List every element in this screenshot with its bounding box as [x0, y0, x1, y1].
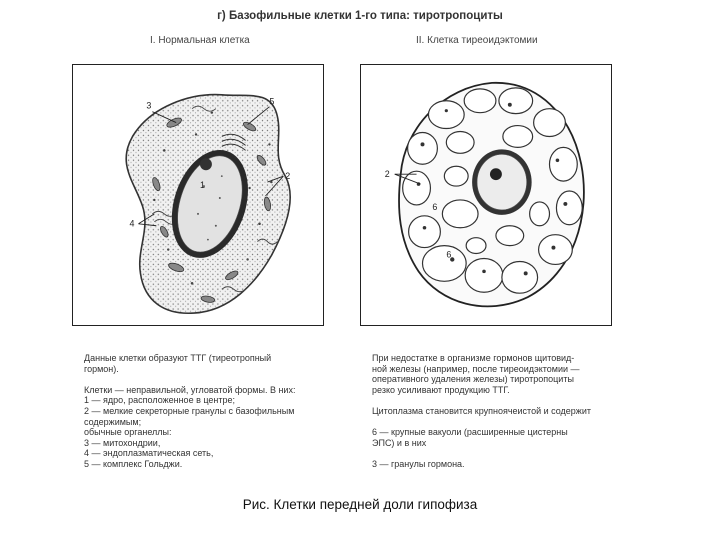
label-2: 2 — [384, 169, 390, 180]
nucleolus — [490, 168, 502, 180]
left-text-line: 1 — ядро, расположенное в центре; — [84, 395, 236, 406]
label-2: 2 — [285, 171, 291, 182]
nucleus — [477, 154, 527, 210]
right-text-line: Цитоплазма становится крупноячеистой и содержит — [372, 405, 591, 416]
right-text-line: 6 — крупные вакуоли (расширенные цистерны — [372, 427, 568, 438]
right-text-line: ной железы (например, после тиреоидэктомии — — [372, 363, 580, 374]
normal-cell-panel — [72, 64, 324, 326]
figure-caption: Рис. Клетки передней доли гипофиза — [242, 497, 478, 512]
thyroidectomy-cell-panel — [360, 64, 612, 326]
label-3: 3 — [146, 100, 152, 111]
right-text-line — [372, 417, 634, 428]
label-6-lower: 6 — [446, 249, 452, 260]
right-description — [372, 353, 634, 470]
label-6-upper: 6 — [432, 201, 438, 212]
left-text-line: 4 — эндоплазматическая сеть, — [84, 448, 214, 459]
normal-cell-drawing — [73, 65, 323, 325]
right-text-line — [372, 395, 634, 406]
right-panel-heading: II. Клетка тиреоидэктомии — [416, 35, 538, 46]
left-text-line: обычные органеллы: — [84, 427, 172, 438]
right-text-line: оперативного удаления железы) тиротропоциты — [372, 374, 574, 385]
right-text-line: 3 — гранулы гормона. — [372, 458, 465, 469]
figure-title: г) Базофильные клетки 1-го типа: тиротропоциты — [217, 10, 503, 22]
left-text-line: Данные клетки образуют ТТГ (тиреотропный — [84, 353, 272, 363]
right-text-line: При недостатке в организме гормонов щитовид- — [372, 353, 575, 363]
thyroidectomy-cell-drawing — [361, 65, 611, 325]
left-text-line: 5 — комплекс Гольджи. — [84, 458, 183, 469]
label-1: 1 — [199, 180, 205, 191]
left-text-line: 2 — мелкие секреторные гранулы с базофильным — [84, 405, 295, 416]
right-text-line: резко усиливают продукцию ТТГ. — [372, 384, 510, 395]
left-text-line — [84, 374, 344, 385]
right-text-line — [372, 448, 634, 459]
left-description — [84, 353, 344, 470]
label-5: 5 — [269, 96, 275, 107]
left-text-line: Клетки — неправильной, угловатой формы. В них: — [84, 384, 296, 395]
left-text-line: 3 — митохондрии, — [84, 437, 161, 448]
right-text-line: ЭПС) и в них — [372, 437, 427, 448]
left-text-line: содержимым; — [84, 416, 142, 427]
left-text-line: гормон). — [84, 363, 119, 374]
nucleolus — [200, 158, 212, 170]
left-panel-heading: I. Нормальная клетка — [150, 35, 250, 46]
label-4: 4 — [129, 218, 135, 229]
